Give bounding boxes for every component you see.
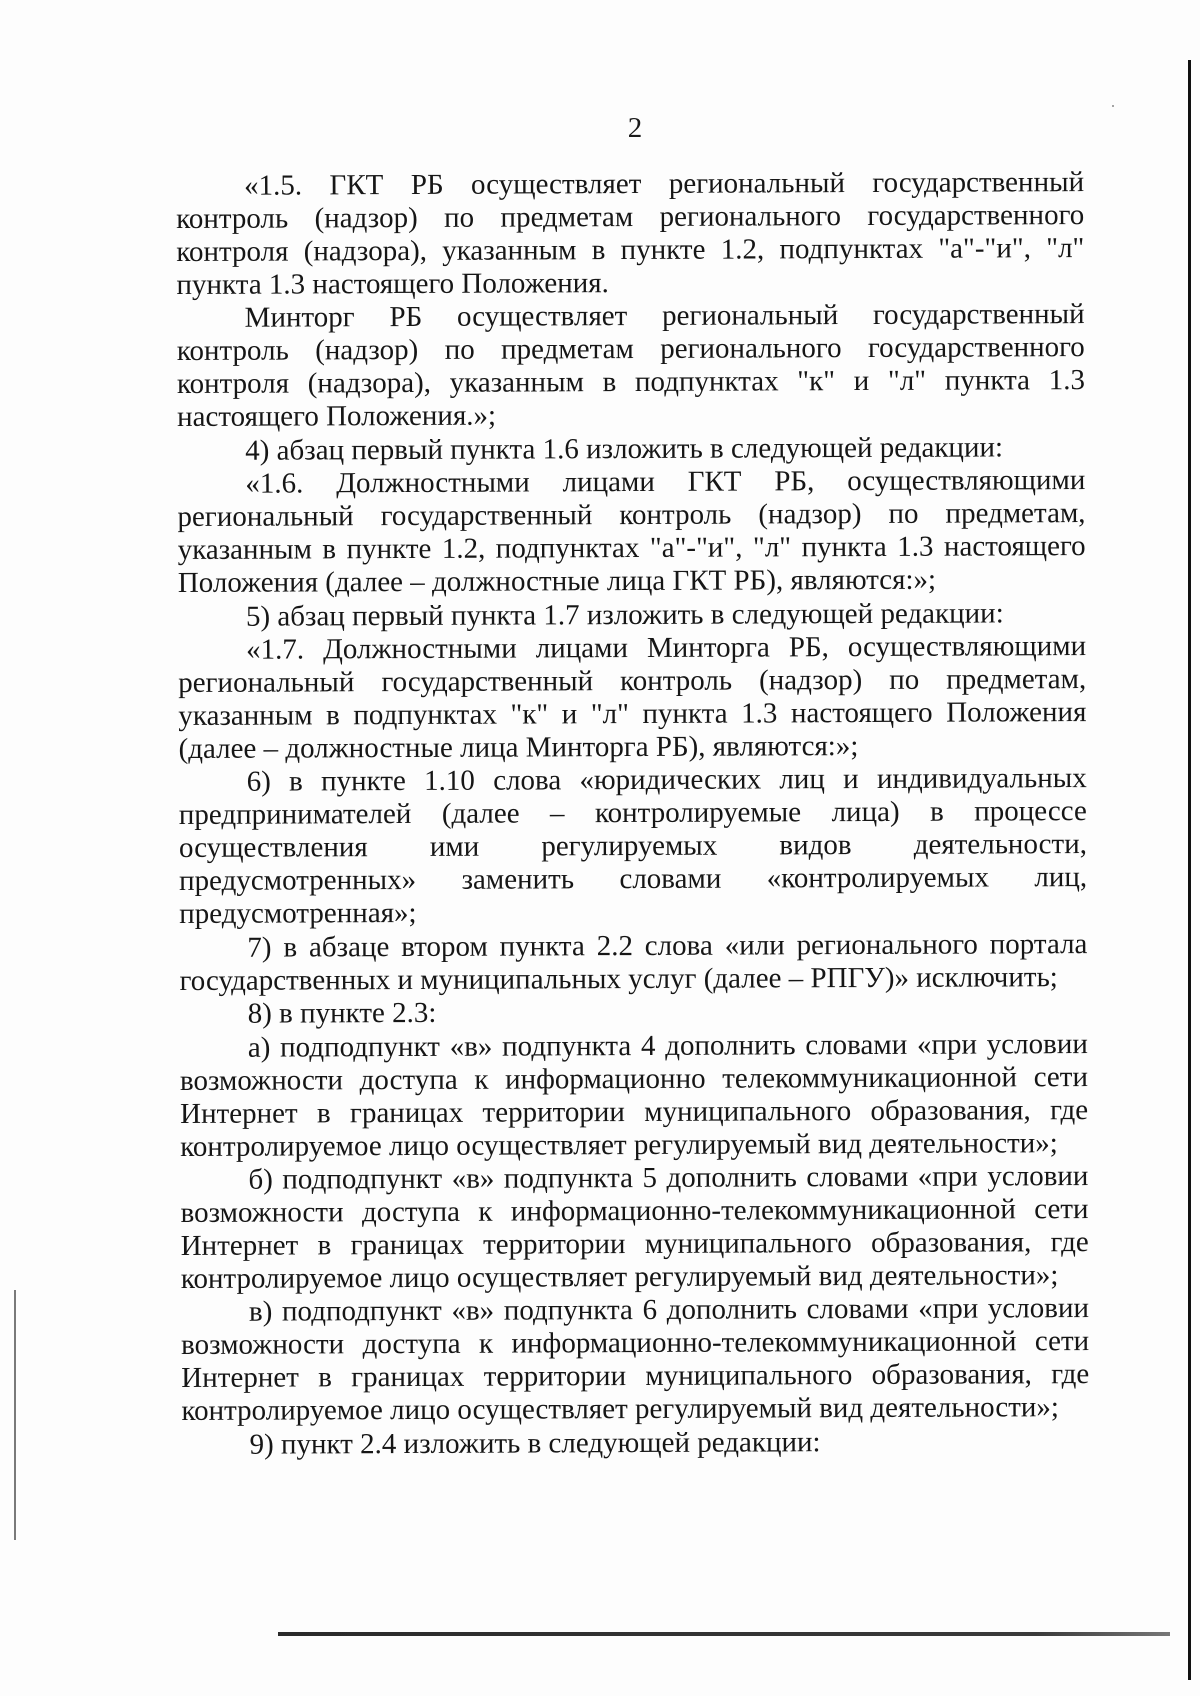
paragraph-1-6: «1.6. Должностными лицами ГКТ РБ, осуществляющими региональный государственный контроль (надзор) по предметам, указанным в пункте 1.2, подпунктах "а"-"и", "л" пункта 1.3 настоящего Положения (далее – должностные лица ГКТ РБ), являются:»; xyxy=(177,464,1086,600)
paragraph-item-6: 6) в пункте 1.10 слова «юридических лиц и индивидуальных предпринимателей (далее – контролируемые лица) в процессе осуществления ими регулируемых видов деятельности, предусмотренных» заменить словами «контролируемых лиц, предусмотренная»; xyxy=(178,762,1088,931)
scan-speck xyxy=(1112,105,1114,107)
paragraph-item-7: 7) в абзаце втором пункта 2.2 слова «или регионального портала государственных и муниципальных услуг (далее – РПГУ)» исключить; xyxy=(179,927,1088,997)
paragraph-mintorg: Минторг РБ осуществляет региональный государственный контроль (надзор) по предметам регионального государственного контроля (надзора), указанным в подпунктах "к" и "л" пункта 1.3 настоящего Положения.»; xyxy=(176,298,1085,434)
paragraph-item-4: 4) абзац первый пункта 1.6 изложить в следующей редакции: xyxy=(245,431,1004,467)
scan-edge-bottom xyxy=(278,1632,1170,1636)
paragraph-item-8a: а) подподпункт «в» подпункта 4 дополнить словами «при условии возможности доступа к информационно телекоммуникационной сети Интернет в границах территории муниципального образования, где контролируемое лицо осуществляет регулируемый вид деятельности»; xyxy=(179,1027,1089,1163)
paragraph-item-8v: в) подподпункт «в» подпункта 6 дополнить словами «при условии возможности доступа к информационно-телекоммуникационной сети Интернет в границах территории муниципального образования, где контролируемое лицо осуществляет регулируемый вид деятельности»; xyxy=(181,1292,1090,1428)
paragraph-item-8: 8) в пункте 2.3: xyxy=(247,996,437,1030)
paragraph-item-5: 5) абзац первый пункта 1.7 изложить в следующей редакции: xyxy=(245,596,1004,633)
paragraph-item-8b: б) подподпункт «в» подпункта 5 дополнить словами «при условии возможности доступа к информационно-телекоммуникационной сети Интернет в границах территории муниципального образования, где контролируемое лицо осуществляет регулируемый вид деятельности»; xyxy=(180,1159,1089,1295)
paragraph-item-9: 9) пункт 2.4 изложить в следующей редакции: xyxy=(249,1425,821,1461)
paragraph-1-7: «1.7. Должностными лицами Минторга РБ, осуществляющими региональный государственный контроль (надзор) по предметам, указанным в подпунктах "к" и "л" пункта 1.3 настоящего Положения (далее – должностные лица Минторга РБ), являются:»; xyxy=(178,629,1087,765)
scan-edge-right xyxy=(1188,60,1191,1680)
paragraph-1-5: «1.5. ГКТ РБ осуществляет региональный государственный контроль (надзор) по предметам регионального государственного контроля (надзора), указанным в пункте 1.2, подпунктах "а"-"и", "л" пункта 1.3 настоящего Положения. xyxy=(176,166,1085,301)
document-body xyxy=(176,166,1090,1462)
scan-edge-left xyxy=(14,1290,16,1540)
page-number: 2 xyxy=(627,112,643,144)
